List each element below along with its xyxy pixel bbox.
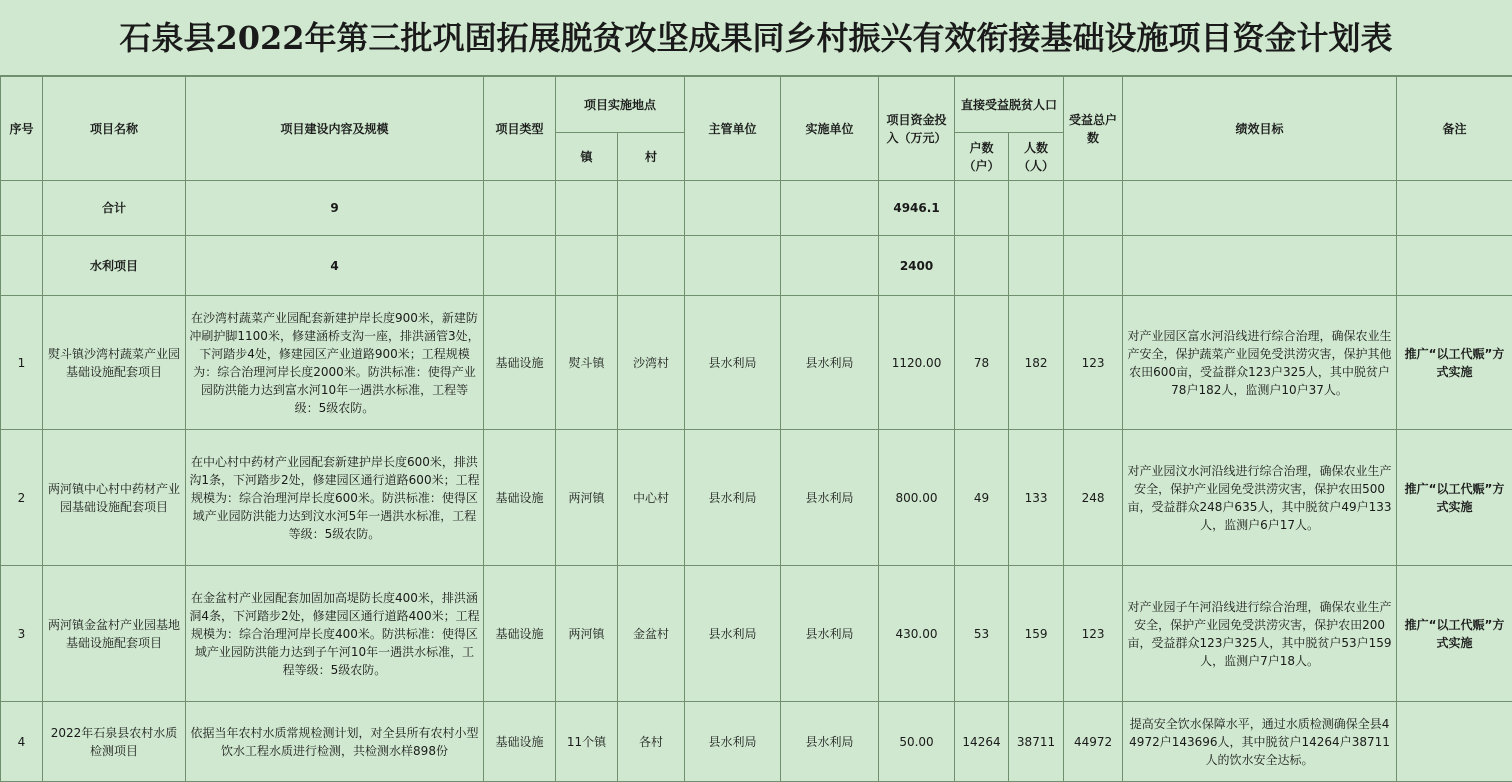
cell-dept: 县水利局	[685, 430, 781, 566]
cell-seq: 4	[1, 702, 43, 782]
table-row	[1, 566, 1512, 702]
cell-remark	[1397, 702, 1512, 782]
header-direct: 直接受益脱贫人口	[955, 77, 1064, 133]
table-row	[1, 430, 1512, 566]
cell-content: 在沙湾村蔬菜产业园配套新建护岸长度900米，新建防冲刷护脚1100米，修建涵桥支沟一座，排洪涵管3处，下河踏步4处，修建园区产业道路900米；工程规模为：综合治理河岸长度2000米。防洪标准：使得产业园防洪能力达到富水河10年一遇洪水标准，工程等级：5级农防。	[186, 296, 484, 430]
cell-invest: 800.00	[879, 430, 955, 566]
cell-impl: 县水利局	[781, 430, 879, 566]
page-title: 石泉县2022年第三批巩固拓展脱贫攻坚成果同乡村振兴有效衔接基础设施项目资金计划表	[0, 0, 1512, 76]
cell-seq: 2	[1, 430, 43, 566]
cell-total: 123	[1064, 566, 1123, 702]
cell-people: 133	[1009, 430, 1064, 566]
cell-seq: 1	[1, 296, 43, 430]
cell-people: 182	[1009, 296, 1064, 430]
cell-town: 两河镇	[556, 566, 618, 702]
cell-dept: 县水利局	[685, 566, 781, 702]
summary-count: 9	[186, 181, 484, 236]
cell-impl: 县水利局	[781, 702, 879, 782]
summary-count: 4	[186, 236, 484, 296]
header-remark: 备注	[1397, 77, 1512, 181]
cell-type: 基础设施	[484, 296, 556, 430]
cell-village: 中心村	[618, 430, 685, 566]
cell-content: 依据当年农村水质常规检测计划，对全县所有农村小型饮水工程水质进行检测，共检测水样898份	[186, 702, 484, 782]
cell-goal: 对产业园汶水河沿线进行综合治理，确保农业生产安全，保护产业园免受洪涝灾害，保护农田500亩，受益群众248户635人，其中脱贫户49户133人，监测户6户17人。	[1123, 430, 1397, 566]
cell-goal: 提高安全饮水保障水平，通过水质检测确保全县44972户143696人，其中脱贫户14264户38711人的饮水安全达标。	[1123, 702, 1397, 782]
table-row	[1, 702, 1512, 782]
cell-total: 248	[1064, 430, 1123, 566]
header-goal: 绩效目标	[1123, 77, 1397, 181]
cell-village: 各村	[618, 702, 685, 782]
header-village: 村	[618, 133, 685, 181]
cell-invest: 430.00	[879, 566, 955, 702]
header-type: 项目类型	[484, 77, 556, 181]
summary-label: 水利项目	[43, 236, 186, 296]
cell-households: 78	[955, 296, 1009, 430]
summary-label: 合计	[43, 181, 186, 236]
header-total-households: 受益总户数	[1064, 77, 1123, 181]
cell-name: 两河镇金盆村产业园基地基础设施配套项目	[43, 566, 186, 702]
cell-village: 沙湾村	[618, 296, 685, 430]
cell-remark: 推广“以工代赈”方式实施	[1397, 566, 1512, 702]
header-households: 户数（户）	[955, 133, 1009, 181]
cell-name: 2022年石泉县农村水质检测项目	[43, 702, 186, 782]
cell-content: 在金盆村产业园配套加固加高堤防长度400米，排洪涵洞4条，下河踏步2处，修建园区通行道路400米；工程规模为：综合治理河岸长度400米。防洪标准：使得区域产业园防洪能力达到子午河10年一遇洪水标准，工程等级：5级农防。	[186, 566, 484, 702]
cell-name: 熨斗镇沙湾村蔬菜产业园基础设施配套项目	[43, 296, 186, 430]
cell-total: 44972	[1064, 702, 1123, 782]
fund-plan-table	[0, 76, 1512, 782]
summary-invest: 2400	[879, 236, 955, 296]
header-impl: 实施单位	[781, 77, 879, 181]
cell-remark: 推广“以工代赈”方式实施	[1397, 296, 1512, 430]
cell-invest: 50.00	[879, 702, 955, 782]
cell-goal: 对产业园子午河沿线进行综合治理，确保农业生产安全，保护产业园免受洪涝灾害，保护农田200亩，受益群众123户325人，其中脱贫户53户159人，监测户7户18人。	[1123, 566, 1397, 702]
cell-people: 38711	[1009, 702, 1064, 782]
header-dept: 主管单位	[685, 77, 781, 181]
cell-total: 123	[1064, 296, 1123, 430]
cell-households: 49	[955, 430, 1009, 566]
cell-seq: 3	[1, 566, 43, 702]
summary-invest: 4946.1	[879, 181, 955, 236]
cell-type: 基础设施	[484, 566, 556, 702]
cell-town: 11个镇	[556, 702, 618, 782]
summary-row-water	[1, 236, 1512, 296]
cell-village: 金盆村	[618, 566, 685, 702]
header-invest: 项目资金投入（万元）	[879, 77, 955, 181]
header-name: 项目名称	[43, 77, 186, 181]
cell-type: 基础设施	[484, 430, 556, 566]
cell-people: 159	[1009, 566, 1064, 702]
cell-impl: 县水利局	[781, 296, 879, 430]
cell-remark: 推广“以工代赈”方式实施	[1397, 430, 1512, 566]
cell-invest: 1120.00	[879, 296, 955, 430]
cell-content: 在中心村中药材产业园配套新建护岸长度600米，排洪沟1条，下河踏步2处，修建园区通行道路600米；工程规模为：综合治理河岸长度600米。防洪标准：使得区域产业园防洪能力达到汶水河5年一遇洪水标准，工程等级：5级农防。	[186, 430, 484, 566]
cell-town: 熨斗镇	[556, 296, 618, 430]
header-content: 项目建设内容及规模	[186, 77, 484, 181]
header-location: 项目实施地点	[556, 77, 685, 133]
header-people: 人数（人）	[1009, 133, 1064, 181]
summary-row-total	[1, 181, 1512, 236]
cell-dept: 县水利局	[685, 702, 781, 782]
cell-households: 14264	[955, 702, 1009, 782]
header-town: 镇	[556, 133, 618, 181]
cell-households: 53	[955, 566, 1009, 702]
header-seq: 序号	[1, 77, 43, 181]
cell-dept: 县水利局	[685, 296, 781, 430]
cell-goal: 对产业园区富水河沿线进行综合治理，确保农业生产安全，保护蔬菜产业园免受洪涝灾害，保护其他农田600亩，受益群众123户325人，其中脱贫户78户182人，监测户10户37人。	[1123, 296, 1397, 430]
cell-name: 两河镇中心村中药材产业园基础设施配套项目	[43, 430, 186, 566]
cell-impl: 县水利局	[781, 566, 879, 702]
cell-type: 基础设施	[484, 702, 556, 782]
cell-town: 两河镇	[556, 430, 618, 566]
table-row	[1, 296, 1512, 430]
